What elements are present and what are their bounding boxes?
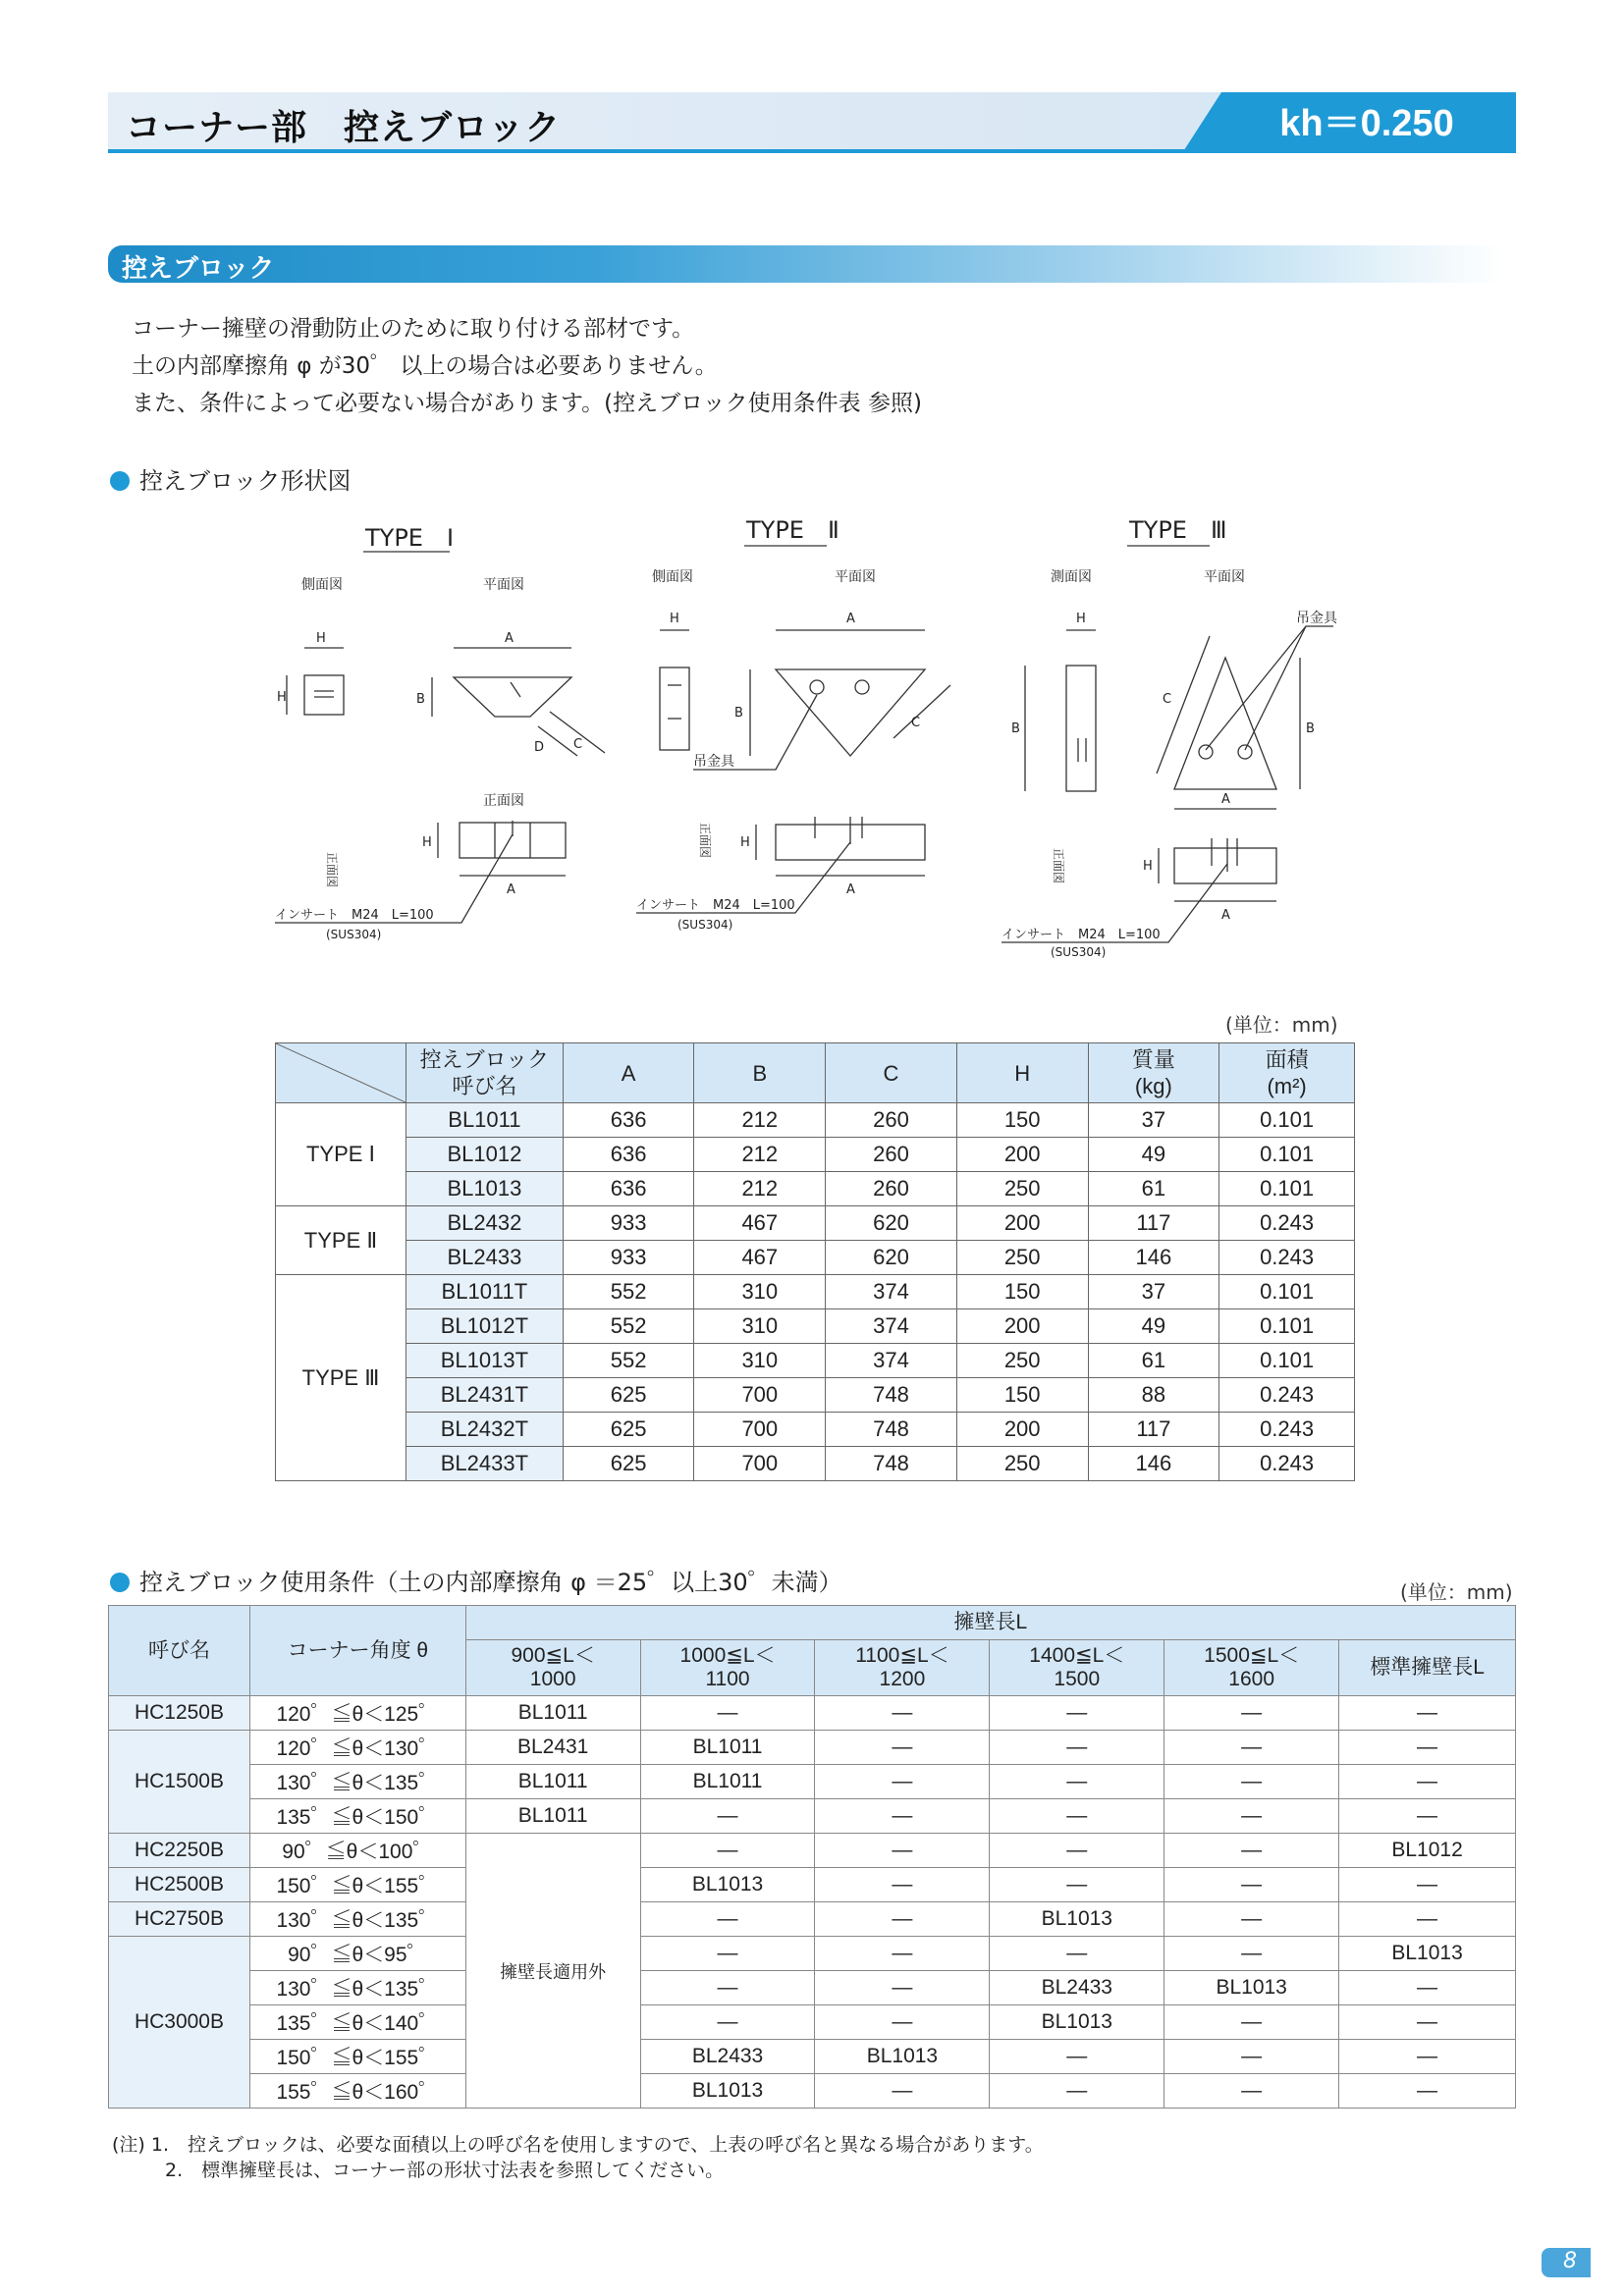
- value-cell: 260: [826, 1172, 957, 1206]
- table-row: [109, 2040, 1516, 2074]
- value-cell: —: [815, 1868, 990, 1902]
- h-col: 900≦L＜ 1000: [465, 1640, 640, 1696]
- value-cell: —: [1339, 2074, 1516, 2109]
- header-underline: [108, 149, 1516, 153]
- table-row: [109, 1765, 1516, 1799]
- value-cell: 467: [694, 1241, 826, 1275]
- svg-text:H: H: [1076, 612, 1086, 626]
- angle-cell: 90゜≦θ＜95゜: [249, 1937, 465, 1971]
- shape-heading: [110, 461, 352, 496]
- value-cell: 49: [1088, 1309, 1219, 1344]
- conditions-heading-text: 控えブロック使用条件（土の内部摩擦角 φ ＝25゜以上30゜未満）: [139, 1569, 842, 1596]
- diagonal-line: [276, 1043, 406, 1102]
- svg-text:B: B: [1011, 721, 1020, 736]
- value-cell: 117: [1088, 1206, 1219, 1241]
- value-cell: BL1013: [640, 1868, 815, 1902]
- value-cell: 625: [563, 1378, 694, 1413]
- svg-text:H: H: [316, 631, 326, 646]
- svg-text:平面図: 平面図: [835, 569, 876, 585]
- angle-cell: 120゜≦θ＜130゜: [249, 1731, 465, 1765]
- intro-line: また、条件によって必要ない場合があります。(控えブロック使用条件表 参照): [132, 391, 922, 416]
- value-cell: BL1011: [465, 1696, 640, 1731]
- value-cell: 250: [956, 1172, 1088, 1206]
- type3-label: TYPE Ⅲ: [1129, 516, 1227, 544]
- svg-text:H: H: [277, 690, 287, 705]
- svg-text:インサート M24 L=100: インサート M24 L=100: [1001, 928, 1161, 942]
- usage-conditions-table: [108, 1605, 1516, 2109]
- angle-cell: 150゜≦θ＜155゜: [249, 1868, 465, 1902]
- value-cell: 552: [563, 1309, 694, 1344]
- value-cell: —: [1339, 1868, 1516, 1902]
- value-cell: 933: [563, 1241, 694, 1275]
- svg-text:側面図: 側面図: [652, 569, 693, 585]
- table-row: [276, 1172, 1355, 1206]
- svg-text:(SUS304): (SUS304): [326, 928, 382, 941]
- diagonal-header-cell: [276, 1043, 406, 1103]
- svg-text:A: A: [507, 882, 515, 897]
- type2-drawing: [636, 516, 950, 932]
- value-cell: BL1011: [465, 1799, 640, 1834]
- value-cell: 700: [694, 1413, 826, 1447]
- value-cell: 748: [826, 1447, 957, 1481]
- value-cell: 0.243: [1219, 1413, 1355, 1447]
- table-row: [109, 2074, 1516, 2109]
- svg-text:平面図: 平面図: [1204, 569, 1245, 585]
- table2-unit: (単位：mm): [1400, 1580, 1513, 1604]
- value-cell: —: [1164, 2040, 1339, 2074]
- value-cell: 636: [563, 1138, 694, 1172]
- angle-cell: 150゜≦θ＜155゜: [249, 2040, 465, 2074]
- value-cell: 310: [694, 1275, 826, 1309]
- value-cell: 200: [956, 1309, 1088, 1344]
- value-cell: 146: [1088, 1241, 1219, 1275]
- angle-cell: 130゜≦θ＜135゜: [249, 1765, 465, 1799]
- svg-text:(SUS304): (SUS304): [1051, 945, 1107, 959]
- value-cell: —: [1339, 1731, 1516, 1765]
- angle-cell: 120゜≦θ＜125゜: [249, 1696, 465, 1731]
- block-name-cell: BL1011T: [406, 1275, 564, 1309]
- table-row: [109, 1696, 1516, 1731]
- value-cell: —: [815, 1696, 990, 1731]
- note-2: 2. 標準擁壁長は、コーナー部の形状寸法表を参照してください。: [165, 2160, 725, 2181]
- value-cell: —: [815, 1765, 990, 1799]
- svg-text:インサート M24 L=100: インサート M24 L=100: [636, 898, 795, 913]
- value-cell: 212: [694, 1103, 826, 1138]
- value-cell: —: [1339, 1696, 1516, 1731]
- value-cell: 212: [694, 1138, 826, 1172]
- value-cell: BL2433: [990, 1971, 1164, 2005]
- svg-text:正面図: 正面図: [698, 823, 712, 859]
- value-cell: 150: [956, 1103, 1088, 1138]
- value-cell: 150: [956, 1275, 1088, 1309]
- value-cell: —: [640, 1937, 815, 1971]
- svg-text:B: B: [1306, 721, 1315, 736]
- value-cell: 700: [694, 1447, 826, 1481]
- svg-text:A: A: [505, 631, 514, 646]
- angle-cell: 130゜≦θ＜135゜: [249, 1902, 465, 1937]
- value-cell: —: [1164, 1765, 1339, 1799]
- col-h: H: [956, 1043, 1088, 1103]
- page-number: 8: [1563, 2249, 1577, 2273]
- value-cell: 0.101: [1219, 1309, 1355, 1344]
- value-cell: 200: [956, 1206, 1088, 1241]
- not-applicable-cell: 擁壁長適用外: [465, 1834, 640, 2109]
- col-mass: 質量 (kg): [1088, 1043, 1219, 1103]
- svg-text:B: B: [734, 706, 743, 721]
- value-cell: —: [990, 1799, 1164, 1834]
- value-cell: 636: [563, 1172, 694, 1206]
- value-cell: —: [1339, 2040, 1516, 2074]
- value-cell: —: [815, 2074, 990, 2109]
- value-cell: 310: [694, 1344, 826, 1378]
- value-cell: BL2433: [640, 2040, 815, 2074]
- value-cell: —: [990, 1868, 1164, 1902]
- value-cell: —: [815, 1902, 990, 1937]
- svg-text:D: D: [534, 740, 545, 755]
- value-cell: 0.101: [1219, 1172, 1355, 1206]
- block-name-cell: BL1013: [406, 1172, 564, 1206]
- value-cell: —: [640, 1696, 815, 1731]
- value-cell: —: [1339, 1799, 1516, 1834]
- value-cell: —: [815, 1834, 990, 1868]
- svg-text:吊金具: 吊金具: [1296, 611, 1337, 626]
- value-cell: 260: [826, 1138, 957, 1172]
- h-col: 標準擁壁長L: [1339, 1640, 1516, 1696]
- conditions-heading: [110, 1563, 842, 1597]
- h-col: 1100≦L＜ 1200: [815, 1640, 990, 1696]
- value-cell: 552: [563, 1344, 694, 1378]
- model-name-cell: HC2250B: [109, 1834, 250, 1868]
- shape-heading-text: 控えブロック形状図: [139, 467, 352, 495]
- table-row: [276, 1378, 1355, 1413]
- angle-cell: 90゜≦θ＜100゜: [249, 1834, 465, 1868]
- value-cell: 0.243: [1219, 1206, 1355, 1241]
- type1-drawing: [275, 524, 605, 941]
- table-row: [109, 1902, 1516, 1937]
- bullet-dot-icon: [110, 471, 130, 491]
- value-cell: —: [1339, 1902, 1516, 1937]
- value-cell: —: [1339, 2005, 1516, 2040]
- table-row: [109, 1834, 1516, 1868]
- value-cell: BL1013: [990, 2005, 1164, 2040]
- table-row: [276, 1413, 1355, 1447]
- value-cell: —: [640, 2005, 815, 2040]
- value-cell: —: [815, 1731, 990, 1765]
- col-area: 面積 (m²): [1219, 1043, 1355, 1103]
- section-title: 控えブロック: [122, 254, 275, 284]
- value-cell: 374: [826, 1275, 957, 1309]
- svg-text:A: A: [846, 612, 855, 626]
- type3-drawing: [1001, 516, 1338, 959]
- value-cell: 61: [1088, 1344, 1219, 1378]
- value-cell: 0.101: [1219, 1138, 1355, 1172]
- value-cell: 61: [1088, 1172, 1219, 1206]
- value-cell: 467: [694, 1206, 826, 1241]
- value-cell: —: [990, 1937, 1164, 1971]
- model-name-cell: HC1250B: [109, 1696, 250, 1731]
- value-cell: 0.101: [1219, 1344, 1355, 1378]
- angle-cell: 155゜≦θ＜160゜: [249, 2074, 465, 2109]
- page-header: [108, 92, 1516, 153]
- value-cell: 0.101: [1219, 1275, 1355, 1309]
- value-cell: 49: [1088, 1138, 1219, 1172]
- value-cell: 748: [826, 1413, 957, 1447]
- intro-line: 土の内部摩擦角 φ が30゜ 以上の場合は必要ありません。: [132, 353, 718, 379]
- kh-badge: [1182, 92, 1516, 153]
- block-name-cell: BL2432T: [406, 1413, 564, 1447]
- value-cell: 552: [563, 1275, 694, 1309]
- h-col: 1500≦L＜ 1600: [1164, 1640, 1339, 1696]
- value-cell: 250: [956, 1344, 1088, 1378]
- value-cell: —: [990, 1765, 1164, 1799]
- table-row: [276, 1309, 1355, 1344]
- type-group-label: TYPE Ⅰ: [276, 1103, 406, 1206]
- table-row: [109, 1937, 1516, 1971]
- svg-text:C: C: [573, 737, 583, 752]
- value-cell: BL1013: [640, 2074, 815, 2109]
- value-cell: —: [1339, 1971, 1516, 2005]
- svg-text:C: C: [1163, 692, 1172, 707]
- block-name-cell: BL1012: [406, 1138, 564, 1172]
- block-name-cell: BL2431T: [406, 1378, 564, 1413]
- page-title: コーナー部 控えブロック: [126, 108, 562, 148]
- value-cell: 200: [956, 1413, 1088, 1447]
- value-cell: 0.243: [1219, 1378, 1355, 1413]
- value-cell: —: [640, 1971, 815, 2005]
- value-cell: BL2431: [465, 1731, 640, 1765]
- value-cell: 374: [826, 1309, 957, 1344]
- svg-text:H: H: [670, 612, 679, 626]
- value-cell: —: [990, 2040, 1164, 2074]
- value-cell: —: [1164, 1731, 1339, 1765]
- value-cell: 250: [956, 1241, 1088, 1275]
- value-cell: —: [640, 1902, 815, 1937]
- svg-text:平面図: 平面図: [483, 577, 524, 593]
- value-cell: 748: [826, 1378, 957, 1413]
- model-name-cell: HC1500B: [109, 1731, 250, 1834]
- value-cell: —: [1164, 1902, 1339, 1937]
- block-name-cell: BL2433: [406, 1241, 564, 1275]
- value-cell: —: [1339, 1765, 1516, 1799]
- value-cell: —: [990, 1834, 1164, 1868]
- value-cell: 625: [563, 1447, 694, 1481]
- col-c: C: [826, 1043, 957, 1103]
- value-cell: 200: [956, 1138, 1088, 1172]
- svg-text:C: C: [911, 716, 921, 730]
- value-cell: 212: [694, 1172, 826, 1206]
- svg-text:測面図: 測面図: [1051, 569, 1092, 585]
- value-cell: —: [1164, 2005, 1339, 2040]
- value-cell: 260: [826, 1103, 957, 1138]
- value-cell: —: [640, 1799, 815, 1834]
- type-group-label: TYPE Ⅲ: [276, 1275, 406, 1481]
- block-dimension-table: [275, 1042, 1355, 1481]
- value-cell: BL1011: [640, 1765, 815, 1799]
- svg-text:A: A: [1221, 792, 1230, 807]
- value-cell: —: [990, 1731, 1164, 1765]
- block-name-cell: BL1013T: [406, 1344, 564, 1378]
- value-cell: —: [990, 1696, 1164, 1731]
- table-row: [109, 1799, 1516, 1834]
- value-cell: 700: [694, 1378, 826, 1413]
- value-cell: 0.243: [1219, 1447, 1355, 1481]
- value-cell: 636: [563, 1103, 694, 1138]
- model-name-cell: HC2500B: [109, 1868, 250, 1902]
- value-cell: 150: [956, 1378, 1088, 1413]
- model-name-cell: HC2750B: [109, 1902, 250, 1937]
- block-name-cell: BL1011: [406, 1103, 564, 1138]
- svg-text:H: H: [1143, 859, 1153, 874]
- value-cell: 310: [694, 1309, 826, 1344]
- value-cell: —: [815, 2005, 990, 2040]
- value-cell: BL1013: [1164, 1971, 1339, 2005]
- angle-cell: 135゜≦θ＜140゜: [249, 2005, 465, 2040]
- h-wall: 擁壁長L: [465, 1606, 1515, 1640]
- angle-cell: 130゜≦θ＜135゜: [249, 1971, 465, 2005]
- value-cell: BL1012: [1339, 1834, 1516, 1868]
- value-cell: —: [1164, 1834, 1339, 1868]
- value-cell: —: [1164, 2074, 1339, 2109]
- h-angle: コーナー角度 θ: [249, 1606, 465, 1696]
- value-cell: 117: [1088, 1413, 1219, 1447]
- block-name-cell: BL2432: [406, 1206, 564, 1241]
- value-cell: —: [640, 1834, 815, 1868]
- table-row: [276, 1447, 1355, 1481]
- value-cell: —: [1164, 1868, 1339, 1902]
- table-row: [276, 1241, 1355, 1275]
- value-cell: 374: [826, 1344, 957, 1378]
- section-bar: [108, 245, 1502, 283]
- value-cell: 0.243: [1219, 1241, 1355, 1275]
- angle-cell: 135゜≦θ＜150゜: [249, 1799, 465, 1834]
- svg-text:正面図: 正面図: [1052, 848, 1065, 884]
- value-cell: BL1011: [465, 1765, 640, 1799]
- table1-unit: (単位：mm): [1225, 1013, 1338, 1037]
- value-cell: —: [815, 1937, 990, 1971]
- table-row: [276, 1275, 1355, 1309]
- svg-text:正面図: 正面図: [483, 793, 524, 809]
- value-cell: 620: [826, 1206, 957, 1241]
- kh-value: kh＝0.250: [1279, 103, 1454, 144]
- value-cell: —: [1164, 1799, 1339, 1834]
- table-row: [109, 1731, 1516, 1765]
- svg-text:側面図: 側面図: [301, 577, 343, 593]
- svg-text:H: H: [740, 835, 750, 850]
- table-row: [109, 1868, 1516, 1902]
- col-b: B: [694, 1043, 826, 1103]
- value-cell: BL1013: [815, 2040, 990, 2074]
- table-row: [276, 1103, 1355, 1138]
- svg-text:(SUS304): (SUS304): [677, 918, 733, 932]
- bullet-dot-icon: [110, 1573, 130, 1592]
- value-cell: 933: [563, 1206, 694, 1241]
- value-cell: —: [815, 1799, 990, 1834]
- note-1: (注) 1. 控えブロックは、必要な面積以上の呼び名を使用しますので、上表の呼び名と異なる場合があります。: [112, 2134, 1044, 2156]
- type2-label: TYPE Ⅱ: [746, 516, 839, 544]
- table-row: [276, 1206, 1355, 1241]
- col-name: 控えブロック 呼び名: [406, 1043, 564, 1103]
- value-cell: —: [1164, 1937, 1339, 1971]
- intro-line: コーナー擁壁の滑動防止のために取り付ける部材です。: [132, 316, 695, 342]
- value-cell: 250: [956, 1447, 1088, 1481]
- value-cell: —: [990, 2074, 1164, 2109]
- svg-text:インサート M24 L=100: インサート M24 L=100: [275, 908, 434, 923]
- type1-label: TYPE Ⅰ: [365, 524, 455, 552]
- type-group-label: TYPE Ⅱ: [276, 1206, 406, 1275]
- block-name-cell: BL2433T: [406, 1447, 564, 1481]
- block-name-cell: BL1012T: [406, 1309, 564, 1344]
- model-name-cell: HC3000B: [109, 1937, 250, 2109]
- value-cell: 625: [563, 1413, 694, 1447]
- value-cell: 620: [826, 1241, 957, 1275]
- value-cell: —: [1164, 1696, 1339, 1731]
- svg-text:A: A: [1221, 908, 1230, 923]
- svg-text:正面図: 正面図: [325, 852, 339, 888]
- h-col: 1000≦L＜ 1100: [640, 1640, 815, 1696]
- table-row: [276, 1344, 1355, 1378]
- value-cell: —: [815, 1971, 990, 2005]
- value-cell: 146: [1088, 1447, 1219, 1481]
- h-name: 呼び名: [109, 1606, 250, 1696]
- value-cell: BL1011: [640, 1731, 815, 1765]
- svg-text:H: H: [422, 835, 432, 850]
- block-shape-drawings: [265, 510, 1394, 972]
- value-cell: 88: [1088, 1378, 1219, 1413]
- value-cell: 37: [1088, 1103, 1219, 1138]
- value-cell: 0.101: [1219, 1103, 1355, 1138]
- table-row: [109, 1971, 1516, 2005]
- value-cell: 37: [1088, 1275, 1219, 1309]
- col-a: A: [563, 1043, 694, 1103]
- value-cell: BL1013: [1339, 1937, 1516, 1971]
- table-row: [109, 2005, 1516, 2040]
- h-col: 1400≦L＜ 1500: [990, 1640, 1164, 1696]
- value-cell: BL1013: [990, 1902, 1164, 1937]
- table1-header-row: [276, 1043, 1355, 1103]
- table-row: [276, 1138, 1355, 1172]
- svg-text:A: A: [846, 882, 855, 897]
- svg-text:B: B: [416, 692, 425, 707]
- svg-text:吊金具: 吊金具: [693, 754, 734, 770]
